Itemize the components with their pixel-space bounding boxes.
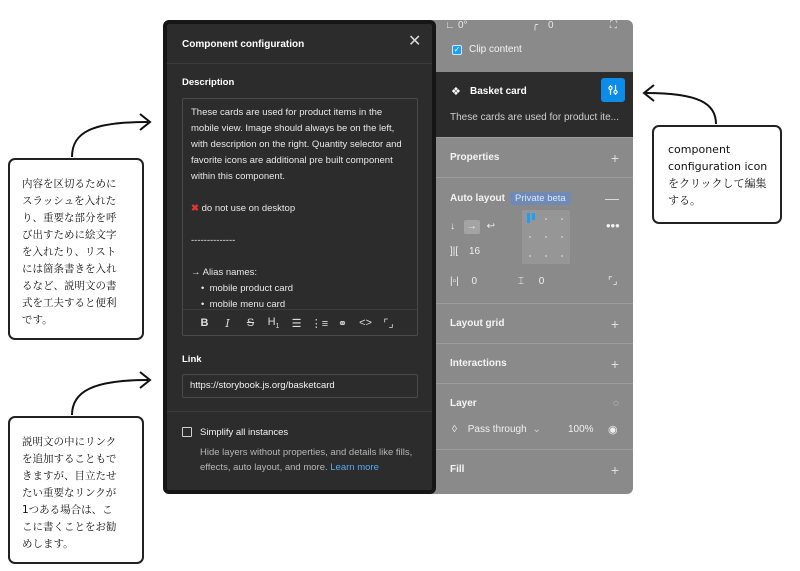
description-text[interactable] [191, 105, 413, 313]
simplify-instances-label: Simplify all instances [200, 427, 289, 438]
code-icon[interactable]: <> [359, 317, 372, 329]
align-dot[interactable] [545, 218, 547, 220]
corner-radius-icon: ╭ [532, 20, 539, 31]
callout-line: こに書くことをお勧 [22, 521, 117, 533]
callout-line: きますが、目立たせ [22, 470, 117, 482]
vertical-padding-row[interactable] [518, 276, 544, 287]
callout-line: 式を工夫すると便利 [22, 297, 117, 309]
description-line: with description on the right. Quantity selector and [191, 139, 402, 150]
header-divider [167, 63, 432, 64]
independent-corners-icon[interactable]: ⛶ [610, 20, 617, 31]
dialog-title: Component configuration [182, 39, 305, 50]
link-label: Link [182, 354, 202, 365]
component-icon: ❖ [451, 86, 461, 98]
description-line: within this component. [191, 171, 285, 182]
rotation-value[interactable]: 0° [458, 20, 468, 31]
alias-item: • mobile menu card [201, 299, 286, 310]
strikethrough-icon[interactable]: S [246, 317, 255, 329]
simplify-help-text [200, 445, 425, 475]
vertical-padding-value[interactable]: 0 [538, 276, 545, 287]
align-dot[interactable] [545, 236, 547, 238]
layout-grid-label: Layout grid [450, 318, 505, 329]
callout-line: 1つある場合は、こ [22, 504, 113, 516]
callout-line: を追加することもで [22, 453, 117, 465]
warning-text: do not use on desktop [201, 203, 296, 214]
vertical-padding-icon: ⌶ [518, 276, 524, 287]
align-dot[interactable] [561, 255, 563, 257]
italic-icon[interactable]: I [225, 316, 230, 330]
horizontal-padding-icon: |▫| [450, 276, 459, 287]
add-interaction-icon[interactable]: + [610, 356, 619, 372]
callout-line: する。 [668, 194, 701, 207]
item-spacing-value[interactable]: 16 [468, 246, 481, 257]
blank-line [191, 217, 413, 233]
callout-line: めします。 [22, 538, 74, 550]
divider-text: -------------- [191, 235, 236, 246]
callout-line: をクリックして編集 [668, 177, 767, 190]
private-beta-badge: Private beta [510, 192, 571, 205]
simplify-help-body: Hide layers without properties, and details like fills, effects, auto layout, and more. [200, 447, 413, 473]
layout-grid-section [436, 303, 633, 343]
layer-label: Layer [450, 398, 477, 409]
config-icon-callout [652, 125, 782, 224]
callout-line: スラッシュを入れた [22, 195, 117, 207]
sliders-icon [607, 84, 619, 96]
description-tip-callout [8, 158, 144, 340]
remove-auto-layout-icon[interactable]: — [605, 190, 619, 206]
chevron-down-icon: ⌄ [532, 424, 541, 435]
align-dot[interactable] [529, 236, 531, 238]
link-input[interactable]: https://storybook.js.org/basketcard [182, 374, 418, 398]
corner-radius-value[interactable]: 0 [548, 20, 554, 31]
description-editor[interactable] [182, 98, 418, 336]
description-line: mobile view. Image should always be on the left, [191, 123, 395, 134]
horizontal-padding-row[interactable] [450, 276, 477, 287]
code-block-icon[interactable]: ⌜⌟ [383, 317, 394, 330]
visibility-eye-icon[interactable]: ◉ [608, 424, 618, 436]
callout-line: component [668, 143, 731, 156]
add-property-icon[interactable]: + [610, 150, 619, 166]
callout-line: です。 [22, 314, 53, 326]
component-configuration-dialog [163, 20, 436, 494]
interactions-section [436, 343, 633, 383]
link-tip-callout [8, 416, 144, 564]
callout-line: 内容を区切るために [22, 178, 117, 190]
auto-layout-label: Auto layout Private beta [450, 192, 571, 205]
learn-more-link[interactable]: Learn more [330, 462, 379, 473]
design-properties-panel [426, 20, 633, 494]
red-cross-icon: ✖ [191, 203, 199, 214]
callout-line: configuration icon [668, 160, 768, 173]
align-dot[interactable] [561, 218, 563, 220]
callout-line: び出すために絵文字 [22, 229, 117, 241]
heading-icon[interactable]: $H_1$ [267, 315, 280, 331]
alias-item: • mobile product card [201, 283, 294, 294]
bold-icon[interactable]: B [200, 317, 209, 329]
blend-drop-icon: ◊ [452, 424, 457, 435]
transform-row [440, 22, 630, 34]
layer-section [436, 383, 633, 449]
fill-section [436, 449, 633, 494]
wrap-icon[interactable]: ↩ [486, 221, 495, 232]
more-options-icon[interactable]: ••• [606, 218, 620, 233]
blank-line [191, 185, 413, 201]
blend-mode-dropdown[interactable] [452, 424, 541, 435]
simplify-instances-checkbox[interactable] [182, 427, 192, 437]
section-divider [167, 411, 432, 412]
warning-line [191, 201, 413, 217]
callout-line: るなど、説明文の書 [22, 280, 117, 292]
description-label: Description [182, 77, 235, 88]
interactions-label: Interactions [450, 358, 507, 369]
component-description-preview: These cards are used for product ite... [450, 112, 619, 123]
align-dot[interactable] [545, 255, 547, 257]
component-configuration-button[interactable] [601, 78, 625, 102]
arrow-down-icon[interactable]: ↓ [450, 221, 455, 232]
alignment-indicator-bar [532, 213, 535, 220]
numbered-list-icon[interactable]: ⋮≡ [310, 317, 329, 330]
close-icon[interactable]: ✕ [408, 33, 422, 50]
callout-line: には箇条書きを入れ [22, 263, 117, 275]
horizontal-padding-value[interactable]: 0 [471, 276, 478, 287]
alignment-grid[interactable] [522, 210, 570, 264]
add-fill-icon[interactable]: + [610, 462, 619, 478]
callout-line: 説明文の中にリンク [22, 436, 117, 448]
clip-content-row[interactable] [452, 44, 522, 55]
clip-content-label: Clip content [469, 44, 522, 55]
callout-line: たい重要なリンクが [22, 487, 117, 499]
resizing-icon[interactable]: ⌜⌟ [608, 276, 618, 287]
rotation-icon: ∟ [445, 20, 455, 31]
link-icon[interactable]: ⚭ [337, 317, 348, 330]
component-name: Basket card [470, 86, 527, 97]
add-layout-grid-icon[interactable]: + [610, 316, 619, 332]
fill-label: Fill [450, 464, 465, 475]
item-spacing-row[interactable] [450, 246, 480, 257]
direction-controls [450, 220, 495, 234]
align-dot[interactable] [561, 236, 563, 238]
opacity-value[interactable]: 100% [568, 424, 594, 435]
formatting-toolbar [183, 309, 417, 336]
callout-line: り、重要な部分を呼 [22, 212, 117, 224]
properties-section [436, 137, 633, 177]
clip-content-checkbox[interactable]: ✓ [453, 44, 461, 54]
description-line: favorite icons are additional pre built component [191, 155, 393, 166]
align-dot[interactable] [529, 255, 531, 257]
properties-label: Properties [450, 152, 500, 163]
spacing-icon: ]|[ [450, 246, 459, 257]
blank-line [191, 249, 413, 265]
description-line: These cards are used for product items in the [191, 107, 383, 118]
bullet-list-icon[interactable]: ☰ [291, 317, 302, 330]
layer-mode-icon[interactable]: ◌ [613, 398, 619, 409]
arrow-right-icon[interactable]: → [464, 220, 480, 234]
alias-heading: → Alias names: [191, 267, 257, 278]
blend-mode-value: Pass through [467, 424, 527, 435]
component-card [436, 72, 633, 137]
alignment-indicator-icon [527, 213, 530, 223]
callout-line: を入れたり、リスト [22, 246, 117, 258]
